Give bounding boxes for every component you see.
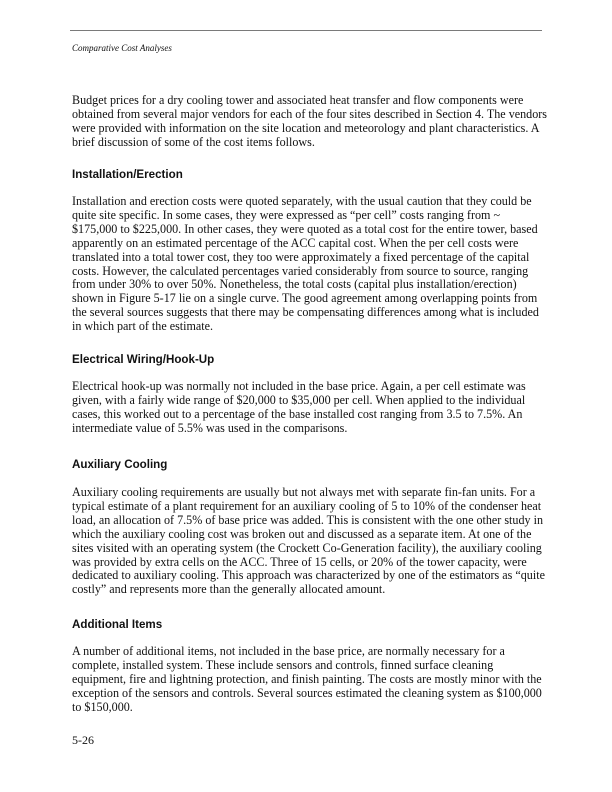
section-heading-auxiliary-cooling: Auxiliary Cooling — [72, 458, 168, 471]
section-paragraph-additional-items: A number of additional items, not included in the base price, are normally necessary for a complete, installed system. These include sensors and controls, finned surface cleaning equipment, fire and lightning protection, and finish painting. The costs are mostly minor with the exception of the sensors and controls. Several sources estimated the cleaning system as $100,000 to $150,000. — [72, 644, 542, 714]
header-rule — [70, 30, 542, 31]
page-number: 5-26 — [72, 733, 94, 747]
section-paragraph-installation: Installation and erection costs were quoted separately, with the usual caution that they could be quite site specific. In some cases, they were expressed as “per cell” costs ranging from ~ $175,000 to $225,000. In other cases, they were quoted as a total cost for the entire tower, based apparently on an estimated percentage of the ACC capital cost. When the per cell costs were translated into a total tower cost, they too were approximately a fixed percentage of the capital costs. However, the calculated percentages varied considerably from source to source, ranging from under 30% to over 50%. Nonetheless, the total costs (capital plus installation/erection) shown in Figure 5-17 lie on a single curve. The good agreement among overlapping points from the several sources suggests that there may be compensating differences among what is included in which part of the estimate. — [72, 194, 539, 334]
section-paragraph-electrical: Electrical hook-up was normally not included in the base price. Again, a per cell estimate was given, with a fairly wide range of $20,000 to $35,000 per cell. When applied to the individual cases, this worked out to a percentage of the base installed cost ranging from 3.5 to 7.5%. An intermediate value of 5.5% was used in the comparisons. — [72, 379, 526, 435]
running-header: Comparative Cost Analyses — [72, 43, 172, 53]
section-heading-electrical: Electrical Wiring/Hook-Up — [72, 353, 215, 366]
section-heading-additional-items: Additional Items — [72, 618, 163, 631]
section-heading-installation: Installation/Erection — [72, 168, 183, 181]
section-paragraph-auxiliary-cooling: Auxiliary cooling requirements are usually but not always met with separate fin-fan units. For a typical estimate of a plant requirement for an auxiliary cooling of 5 to 10% of the condenser heat load, an allocation of 7.5% of base price was added. This is consistent with the one other study in which the auxiliary cooling cost was broken out and discussed as a separate item. At one of the sites visited with an operating system (the Crockett Co-Generation facility), the auxiliary cooling was provided by extra cells on the ACC. Three of 15 cells, or 20% of the tower capacity, were dedicated to auxiliary cooling. This approach was characterized by one of the estimators as “quite costly” and represents more than the generally allocated amount. — [72, 485, 545, 597]
intro-paragraph: Budget prices for a dry cooling tower and associated heat transfer and flow components were obtained from several major vendors for each of the four sites described in Section 4. The vendors were provided with information on the site location and meteorology and plant characteristics. A brief discussion of some of the cost items follows. — [72, 93, 547, 149]
